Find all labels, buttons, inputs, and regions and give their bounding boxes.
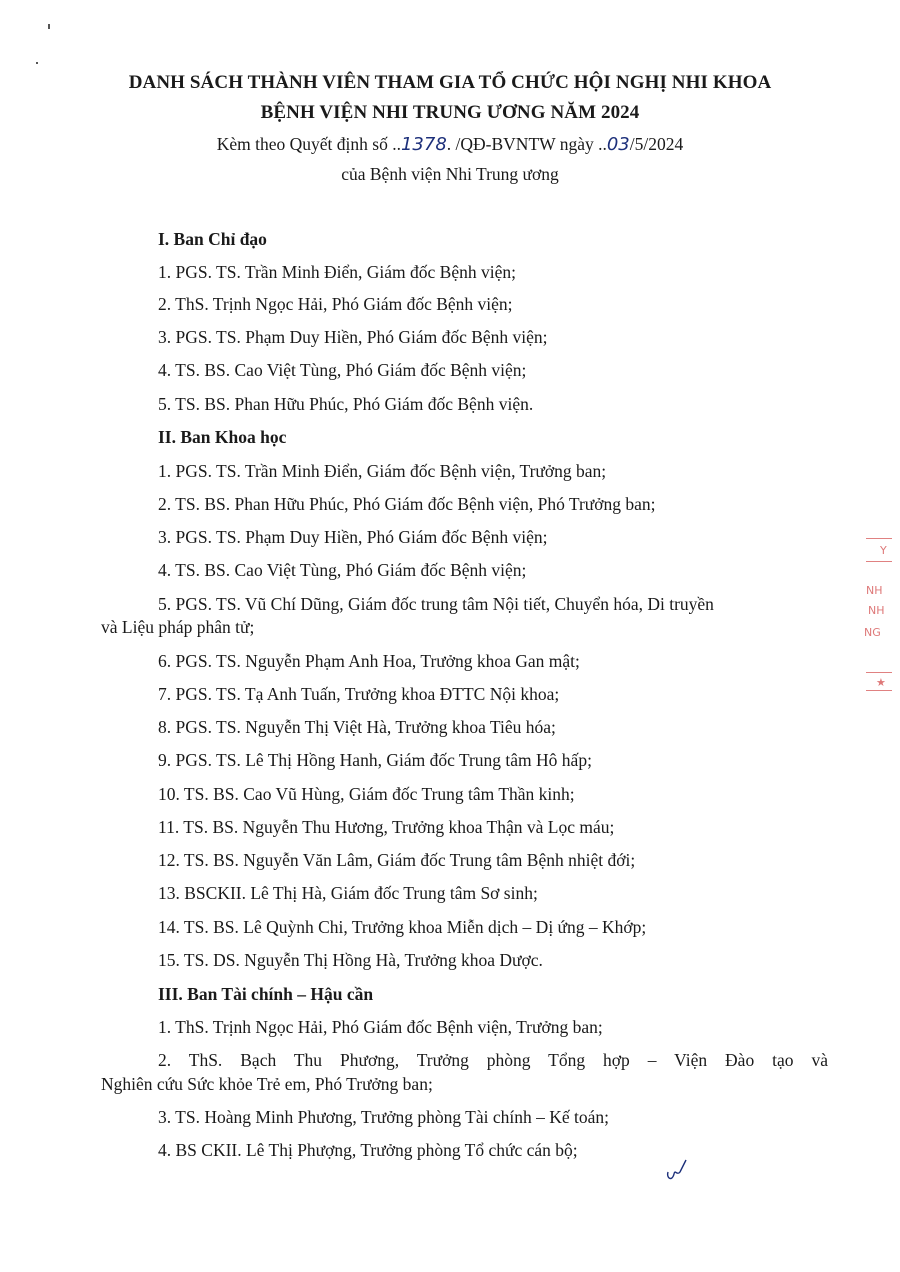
issuer-line: của Bệnh viện Nhi Trung ương (341, 164, 559, 184)
list-item: 11. TS. BS. Nguyễn Thu Hương, Trưởng khoa Thận và Lọc máu; (158, 817, 615, 837)
list-item: 1. ThS. Trịnh Ngọc Hải, Phó Giám đốc Bệnh viện, Trưởng ban; (158, 1017, 603, 1037)
seal-text: NG (864, 626, 881, 639)
list-item: 2. ThS. Bạch Thu Phương, Trưởng phòng Tổng hợp – Viện Đào tạo và (158, 1050, 828, 1070)
decision-reference (0, 134, 900, 155)
list-item: 15. TS. DS. Nguyễn Thị Hồng Hà, Trưởng khoa Dược. (158, 950, 543, 970)
decision-suffix: /5/2024 (629, 134, 684, 154)
list-item: 13. BSCKII. Lê Thị Hà, Giám đốc Trung tâm Sơ sinh; (158, 883, 538, 903)
list-item: 7. PGS. TS. Tạ Anh Tuấn, Trưởng khoa ĐTTC Nội khoa; (158, 684, 560, 704)
section-heading-finance-logistics: III. Ban Tài chính – Hậu cần (158, 984, 374, 1004)
list-item: 2. ThS. Trịnh Ngọc Hải, Phó Giám đốc Bệnh viện; (158, 294, 513, 314)
list-item: 14. TS. BS. Lê Quỳnh Chi, Trưởng khoa Miễn dịch – Dị ứng – Khớp; (158, 917, 647, 937)
scan-mark (36, 62, 38, 64)
list-item: 1. PGS. TS. Trần Minh Điển, Giám đốc Bệnh viện; (158, 262, 516, 282)
list-item-continuation: và Liệu pháp phân tử; (101, 617, 255, 637)
document-title-line1: DANH SÁCH THÀNH VIÊN THAM GIA TỔ CHỨC HỘI NGHỊ NHI KHOA (128, 72, 772, 93)
list-item: 3. PGS. TS. Phạm Duy Hiền, Phó Giám đốc Bệnh viện; (158, 327, 548, 347)
list-item: 4. TS. BS. Cao Việt Tùng, Phó Giám đốc Bệnh viện; (158, 360, 527, 380)
list-item: 2. TS. BS. Phan Hữu Phúc, Phó Giám đốc Bệnh viện, Phó Trưởng ban; (158, 494, 656, 514)
document-title-line2: BỆNH VIỆN NHI TRUNG ƯƠNG NĂM 2024 (260, 102, 640, 123)
decision-day-handwritten: 03 (606, 134, 630, 155)
list-item: 4. BS CKII. Lê Thị Phượng, Trưởng phòng Tổ chức cán bộ; (158, 1140, 578, 1160)
list-item: 9. PGS. TS. Lê Thị Hồng Hanh, Giám đốc Trung tâm Hô hấp; (158, 750, 592, 770)
list-item: 8. PGS. TS. Nguyễn Thị Việt Hà, Trưởng khoa Tiêu hóa; (158, 717, 556, 737)
list-item: 3. TS. Hoàng Minh Phương, Trưởng phòng Tài chính – Kế toán; (158, 1107, 610, 1127)
seal-star-icon: ★ (876, 676, 886, 689)
scan-mark (48, 24, 50, 29)
decision-number-handwritten: 1378 (400, 134, 447, 155)
list-item: 12. TS. BS. Nguyễn Văn Lâm, Giám đốc Trung tâm Bệnh nhiệt đới; (158, 850, 636, 870)
seal-text: NH (868, 604, 885, 617)
handwritten-initial-mark (664, 1150, 690, 1184)
section-heading-steering: I. Ban Chỉ đạo (158, 229, 267, 249)
list-item: 1. PGS. TS. Trần Minh Điển, Giám đốc Bệnh viện, Trưởng ban; (158, 461, 607, 481)
list-item: 5. PGS. TS. Vũ Chí Dũng, Giám đốc trung tâm Nội tiết, Chuyển hóa, Di truyền (158, 594, 714, 614)
decision-prefix: Kèm theo Quyết định số .. (216, 134, 401, 154)
list-item-continuation: Nghiên cứu Sức khỏe Trẻ em, Phó Trưởng ban; (101, 1074, 433, 1094)
list-item: 3. PGS. TS. Phạm Duy Hiền, Phó Giám đốc Bệnh viện; (158, 527, 548, 547)
list-item: 6. PGS. TS. Nguyễn Phạm Anh Hoa, Trưởng khoa Gan mật; (158, 651, 580, 671)
seal-text: Y (880, 544, 887, 557)
seal-text: NH (866, 584, 883, 597)
list-item: 5. TS. BS. Phan Hữu Phúc, Phó Giám đốc Bệnh viện. (158, 394, 534, 414)
list-item: 4. TS. BS. Cao Việt Tùng, Phó Giám đốc Bệnh viện; (158, 560, 527, 580)
decision-mid: . /QĐ-BVNTW ngày .. (446, 134, 607, 154)
section-heading-scientific: II. Ban Khoa học (158, 427, 287, 447)
list-item: 10. TS. BS. Cao Vũ Hùng, Giám đốc Trung tâm Thần kinh; (158, 784, 575, 804)
